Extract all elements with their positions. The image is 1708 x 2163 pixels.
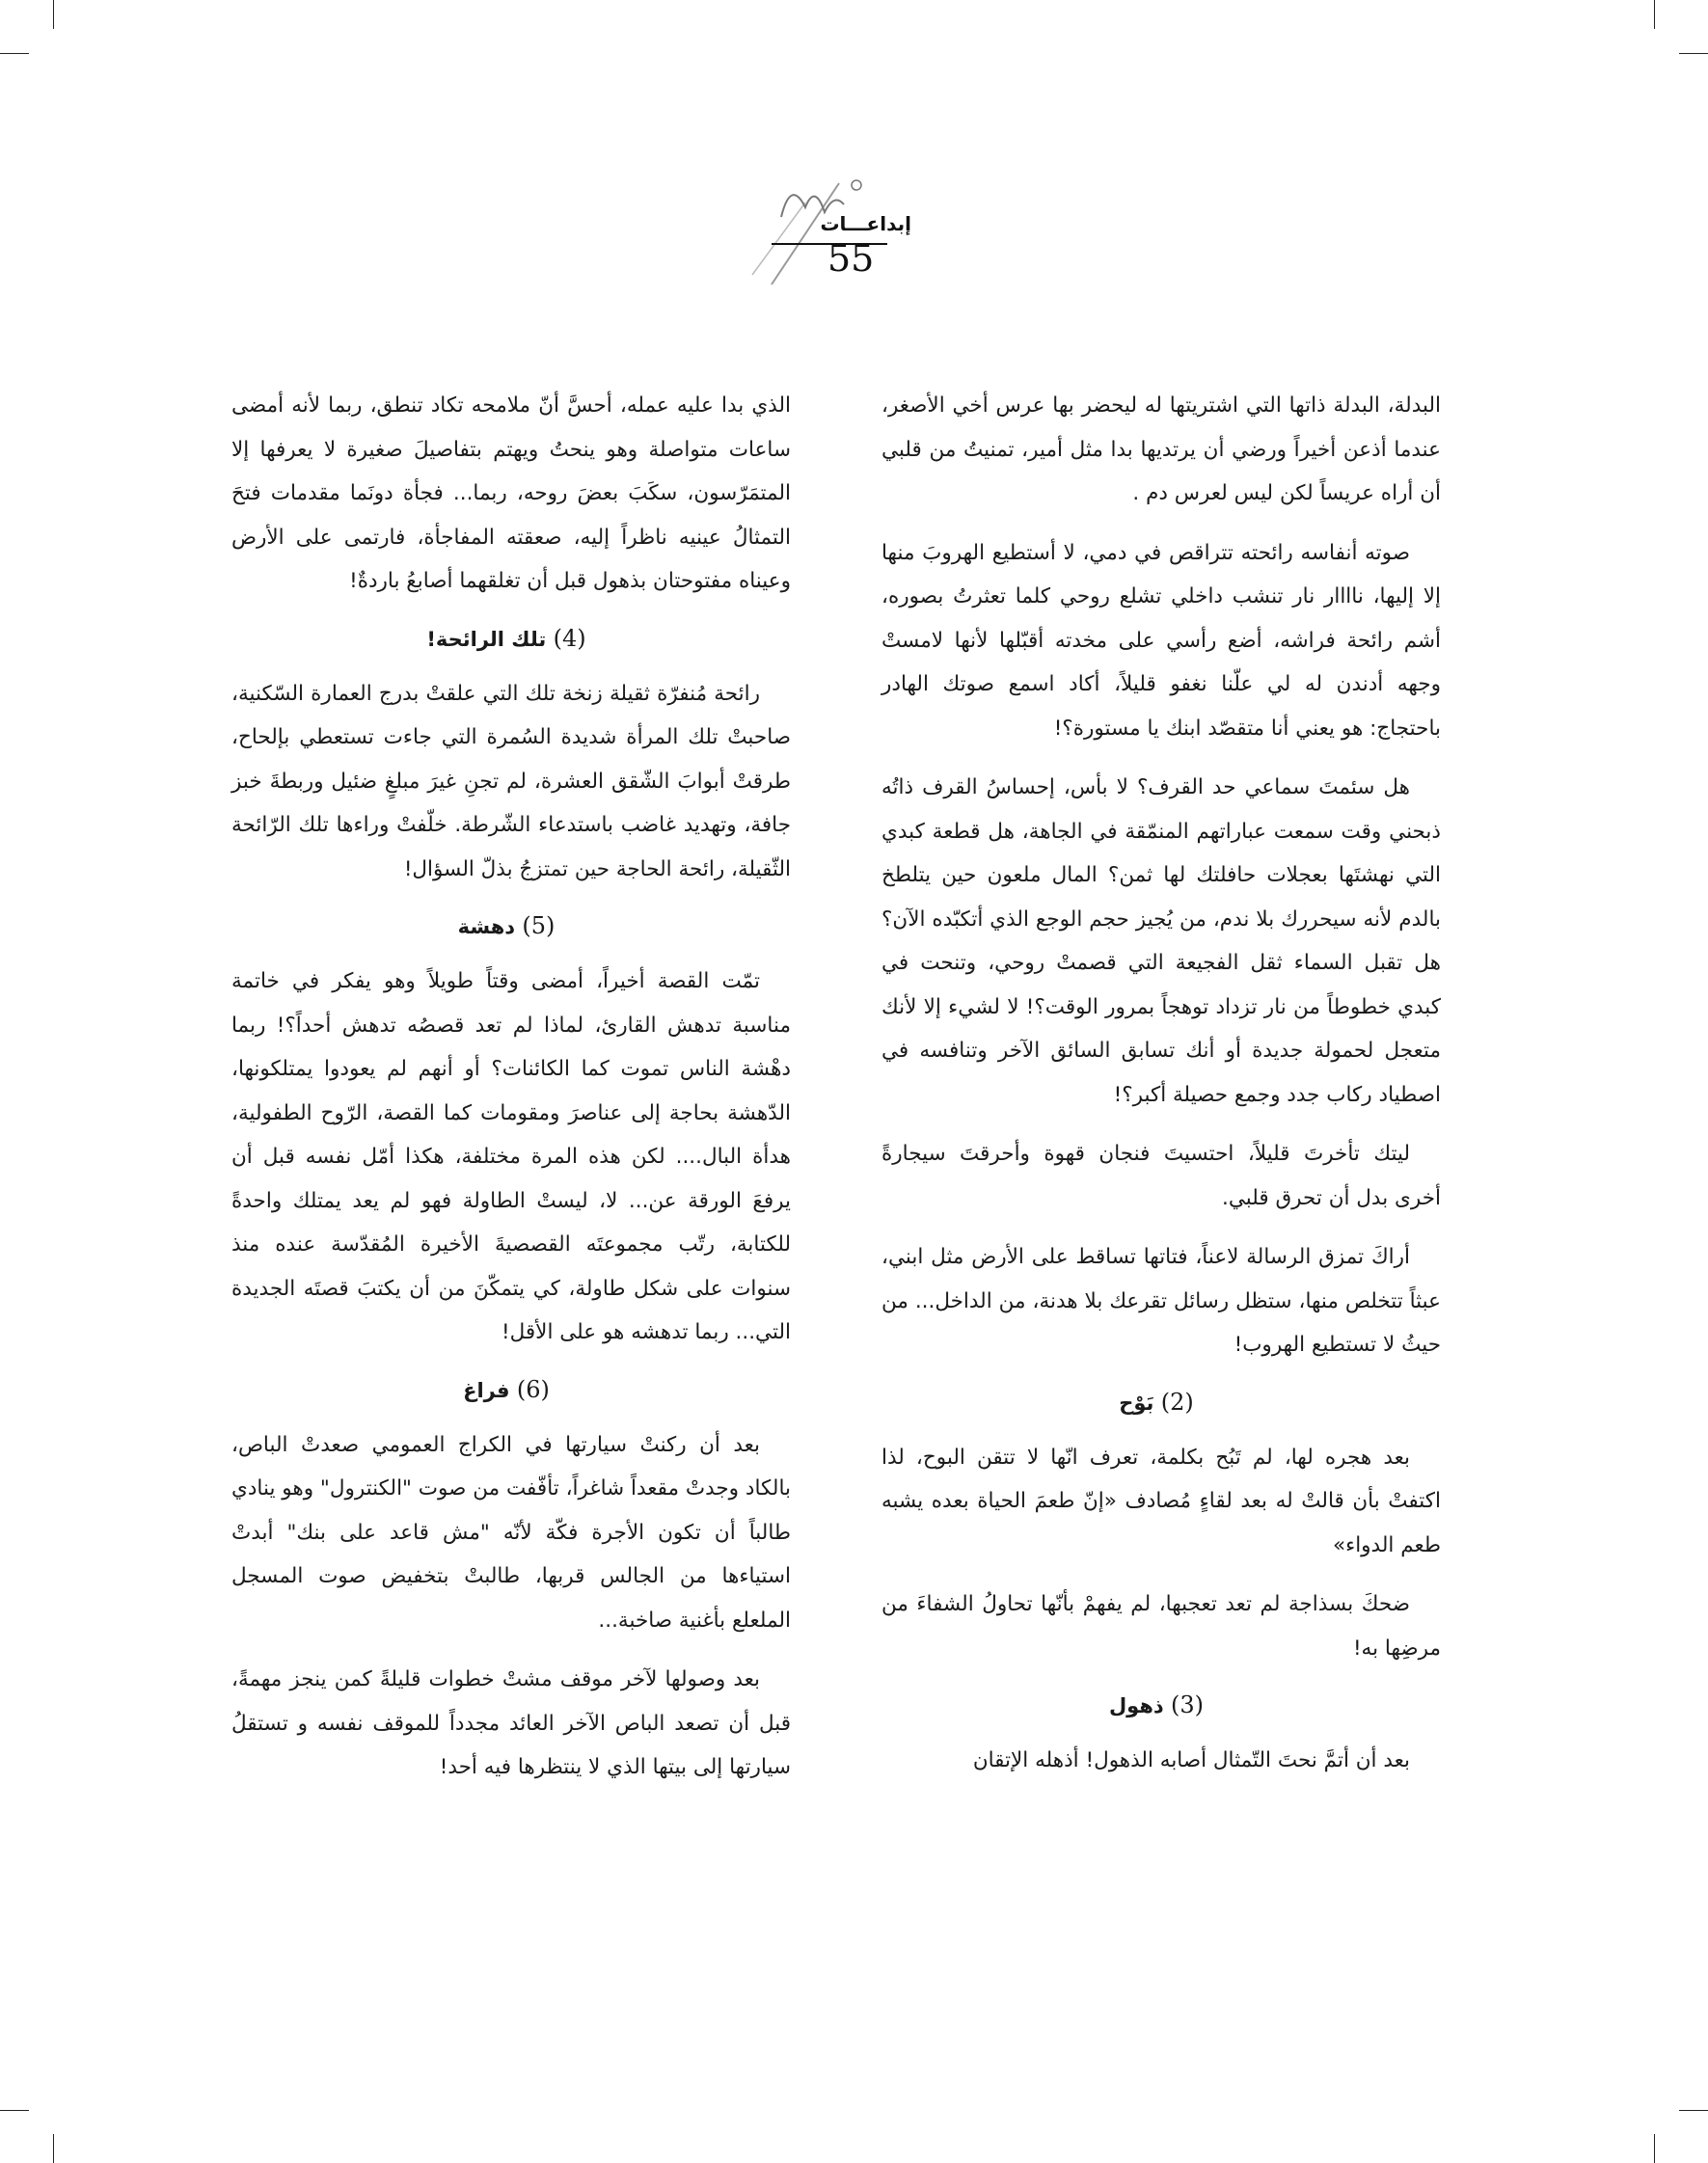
paragraph: هل سئمتَ سماعي حد القرف؟ لا بأس، إحساسُ القرف ذاتُه ذبحني وقت سمعت عباراتهم المنمّقة في الجاهة، هل قطعة كبدي التي نهشتَها بعجلات حافلتك لها ثمن؟ المال ملعون حين يتلطخ بالدم لأنه سيحررك بلا ندم، من يُجيز حجم الوجع الذي أتكبّده الآن؟ هل تقبل السماء ثقل الفجيعة التي قصمتْ روحي، وتنحت في كبدي خطوطاً من نار تزداد توهجاً بمرور الوقت؟! لا لشيء إلا لأنك متعجل لحمولة جديدة أو أنك تسابق السائق الآخر وتنافسه في اصطياد ركاب جدد وجمع حصيلة أكبر؟! — [881, 775, 1441, 1107]
story-number: (5) — [522, 912, 556, 939]
story-heading — [231, 906, 791, 946]
story-title: تلك الرائحة! — [426, 627, 547, 651]
paragraph: تمّت القصة أخيراً، أمضى وقتاً طويلاً وهو يفكر في خاتمة مناسبة تدهش القارئ، لماذا لم تعد قصصُه تدهش أحداً؟! ربما دهْشة الناس تموت كما الكائنات؟ أو أنهم لم يعودوا يمتلكونها، الدّهشة بحاجة إلى عناصرَ ومقومات كما القصة، الرّوح الطفولية، هدأة البال.... لكن هذه المرة مختلفة، هكذا أمّل نفسه قبل أن يرفعَ الورقة عن... لا، ليستْ الطاولة فهو لم يعد يمتلك واحدةً للكتابة، رتّب مجموعتَه القصصيةَ الأخيرة المُقدّسة عنده منذ سنوات على شكل طاولة، كي يتمكّنَ من أن يكتبَ قصتَه الجديدة التي... ربما تدهشه هو على الأقل! — [231, 969, 791, 1344]
crop-mark — [1679, 53, 1708, 54]
paragraph: بعد أن ركنتْ سيارتها في الكراج العمومي صعدتْ الباص، بالكاد وجدتْ مقعداً شاغراً، تأفّفت من صوت "الكنترول" وهو ينادي طالباً أن تكون الأجرة فكّة لأنّه "مش قاعد على بنك" أبدتْ استياءها من الجالس قربها، طالبتْ بتخفيض صوت المسجل الملعلع بأغنية صاخبة... — [231, 1432, 791, 1633]
page-header — [714, 164, 1003, 289]
paragraph: أراكَ تمزق الرسالة لاعناً، فتاتها تساقط على الأرض مثل ابني، عبثاً تتخلص منها، ستظل رسائل تقرعك بلا هدنة، من الداخل... من حيثُ لا تستطيع الهروب! — [881, 1245, 1441, 1357]
story-title: دهشة — [457, 915, 516, 938]
section-label: إبداعـــات — [820, 212, 911, 235]
story-number: (3) — [1171, 1691, 1205, 1718]
story-title: ذهول — [1108, 1694, 1164, 1717]
right-column — [881, 384, 1441, 1798]
story-title: بَوْح — [1119, 1391, 1154, 1415]
story-title: فراغ — [463, 1378, 510, 1402]
crop-mark — [1679, 2110, 1708, 2111]
paragraph: بعد هجره لها، لم تَبُح بكلمة، تعرف انّها لا تتقن البوح، لذا اكتفتْ بأن قالتْ له بعد لقاءٍ مُصادف «إنّ طعمَ الحياة بعده يشبه طعم الدواء» — [881, 1445, 1441, 1557]
paragraph: بعد وصولها لآخر موقف مشتْ خطوات قليلةً كمن ينجز مهمةً، قبل أن تصعد الباص الآخر العائد مجدداً للموقف نفسه و تستقلُ سيارتها إلى بيتها الذي لا ينتظرها فيه أحد! — [231, 1667, 791, 1779]
story-heading — [881, 1686, 1441, 1725]
page-number: 55 — [827, 237, 875, 280]
paragraph: رائحة مُنفرّة ثقيلة زنخة تلك التي علقتْ بدرج العمارة السّكنية، صاحبتْ تلك المرأة شديدة السُمرة التي جاءت تستعطي بإلحاح، طرقتْ أبوابَ الشّقق العشرة، لم تجنِ غيرَ مبلغٍ ضئيل وربطةَ خبز جافة، وتهديد غاضب باستدعاء الشّرطة. خلّفتْ وراءها تلك الرّائحة الثّقيلة، رائحة الحاجة حين تمتزجُ بذلّ السؤال! — [231, 681, 791, 881]
story-number: (4) — [553, 624, 586, 652]
paragraph: ضحكَ بسذاجة لم تعد تعجبها، لم يفهمْ بأنّها تحاولُ الشفاءَ من مرضِها به! — [881, 1592, 1441, 1661]
crop-mark — [1654, 2134, 1655, 2163]
crop-mark — [53, 2134, 54, 2163]
crop-mark — [1654, 0, 1655, 29]
paragraph: صوته أنفاسه رائحته تتراقص في دمي، لا أستطيع الهروبَ منها إلا إليها، ناااار نار تنشب داخلي تشلع روحي كلما تعثرتُ بصوره، أشم رائحة فراشه، أضع رأسي على مخدته أقبّلها لأنها لامستْ وجهه أدندن له لي علّنا نغفو قليلاً، أكاد اسمع صوتك الهادر باحتجاج: هو يعني أنا متقصّد ابنك يا مستورة؟! — [881, 540, 1441, 741]
paragraph: ليتك تأخرتَ قليلاً، احتسيتَ فنجان قهوة وأحرقتَ سيجارةً أخرى بدل أن تحرق قلبي. — [881, 1142, 1441, 1210]
story-number: (6) — [516, 1375, 550, 1403]
paragraph: البدلة، البدلة ذاتها التي اشتريتها له ليحضر بها عرس أخي الأصغر، عندما أذعن أخيراً ورضي أن يرتديها بدا مثل أمير، تمنيتُ من قلبي أن أراه عريساً لكن ليس لعرس دم . — [881, 393, 1441, 505]
paragraph: بعد أن أتمَّ نحتَ التّمثال أصابه الذهول! أذهله الإتقان — [972, 1748, 1410, 1772]
crop-mark — [0, 53, 29, 54]
story-heading — [881, 1383, 1441, 1422]
paragraph: الذي بدا عليه عمله، أحسَّ أنّ ملامحه تكاد تنطق، ربما لأنه أمضى ساعات متواصلة وهو ينحتُ ويهتم بتفاصيلَ صغيرة لا يعرفها إلا المتمَرّسون، سكَبَ بعضَ روحه، ربما... فجأة دونَما مقدمات فتحَ التمثالُ عينيه ناظراً إليه، صعقته المفاجأة، فارتمى على الأرض وعيناه مفتوحتان بذهول قبل أن تغلقهما أصابعُ باردةٌ! — [231, 393, 791, 593]
crop-mark — [53, 0, 54, 29]
crop-mark — [0, 2110, 29, 2111]
story-number: (2) — [1160, 1388, 1194, 1416]
story-heading — [231, 619, 791, 659]
left-column — [231, 384, 791, 1805]
story-heading — [231, 1370, 791, 1410]
